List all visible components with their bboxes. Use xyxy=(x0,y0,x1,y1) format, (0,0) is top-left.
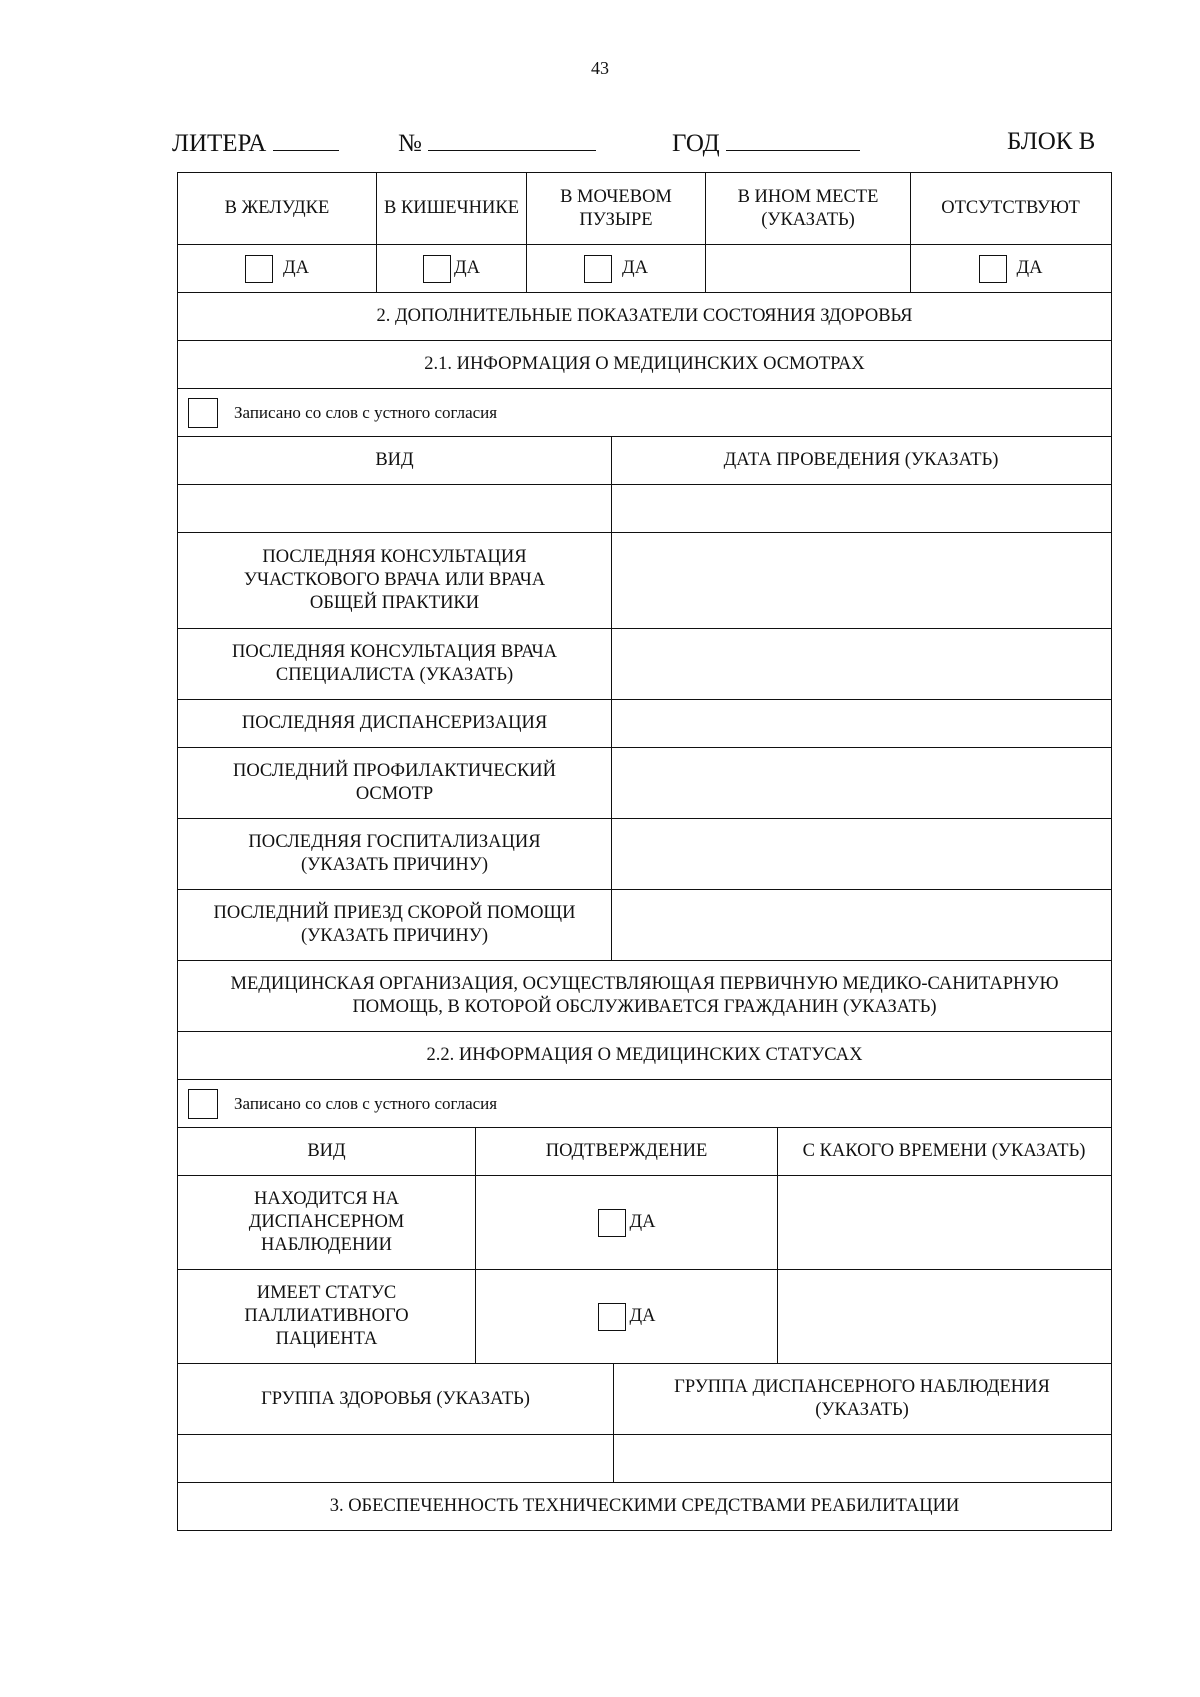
org-row[interactable] xyxy=(178,960,1111,1031)
groups-header-row xyxy=(178,1363,1111,1434)
dispensary-group-input[interactable] xyxy=(613,1435,1110,1482)
status-kind: НАХОДИТСЯ НА ДИСПАНСЕРНОМ НАБЛЮДЕНИИ xyxy=(248,1189,405,1255)
block-label: БЛОК В xyxy=(1007,128,1096,155)
table-row xyxy=(178,889,1111,960)
col-kind: ВИД xyxy=(307,1141,346,1161)
checkbox-icon[interactable] xyxy=(598,1209,626,1237)
col-other-place: В ИНОМ МЕСТЕ (УКАЗАТЬ) xyxy=(705,173,910,244)
number-blank[interactable] xyxy=(428,128,596,151)
palliative-yes[interactable] xyxy=(475,1270,777,1363)
exam-kind: ПОСЛЕДНЯЯ КОНСУЛЬТАЦИЯ ВРАЧА СПЕЦИАЛИСТА (УКАЗАТЬ) xyxy=(231,642,558,685)
medical-organization-label: МЕДИЦИНСКАЯ ОРГАНИЗАЦИЯ, ОСУЩЕСТВЛЯЮЩАЯ ПЕРВИЧНУЮ МЕДИКО-САНИТАРНУЮ ПОМОЩЬ, В КОТОРОЙ ОБСЛУЖИВАЕТСЯ ГРАЖДАНИН (УКАЗАТЬ) xyxy=(230,974,1059,1017)
status-header-row xyxy=(178,1127,1111,1175)
year-label: ГОД xyxy=(672,130,720,157)
dispensary-group-label: ГРУППА ДИСПАНСЕРНОГО НАБЛЮДЕНИЯ (УКАЗАТЬ) xyxy=(613,1364,1110,1434)
yes-label: ДА xyxy=(454,258,480,278)
yes-label: ДА xyxy=(283,258,309,278)
col-date: ДАТА ПРОВЕДЕНИЯ (УКАЗАТЬ) xyxy=(611,437,1110,484)
section2-title-row xyxy=(178,292,1111,340)
exam-date-input[interactable] xyxy=(611,629,1110,699)
consent-label: Записано со слов с устного согласия xyxy=(234,1094,498,1113)
exam-kind: ПОСЛЕДНИЙ ПРОФИЛАКТИЧЕСКИЙ ОСМОТР xyxy=(232,761,557,804)
yes-label: ДА xyxy=(622,258,648,278)
col-absent: ОТСУТСТВУЮТ xyxy=(910,173,1110,244)
health-group-label: ГРУППА ЗДОРОВЬЯ (УКАЗАТЬ) xyxy=(261,1388,530,1409)
col-kind: ВИД xyxy=(375,450,414,470)
exam-date-input[interactable] xyxy=(611,890,1110,960)
col-stomach: В ЖЕЛУДКЕ xyxy=(224,198,330,218)
section2-title: 2. ДОПОЛНИТЕЛЬНЫЕ ПОКАЗАТЕЛИ СОСТОЯНИЯ ЗДОРОВЬЯ xyxy=(376,306,913,326)
checkbox-icon[interactable] xyxy=(188,1089,218,1119)
health-group-input[interactable] xyxy=(178,1435,613,1482)
exam-date-input[interactable] xyxy=(611,748,1110,818)
section22-consent-row[interactable] xyxy=(178,1079,1111,1127)
litera-field[interactable] xyxy=(172,128,339,158)
status-since-input[interactable] xyxy=(777,1176,1110,1269)
status-since-input[interactable] xyxy=(777,1270,1110,1363)
col-since: С КАКОГО ВРЕМЕНИ (УКАЗАТЬ) xyxy=(777,1128,1110,1175)
yes-label: ДА xyxy=(629,1212,656,1232)
exams-header-row xyxy=(178,436,1111,484)
location-header-row xyxy=(178,173,1111,244)
section21-title-row xyxy=(178,340,1111,388)
table-row xyxy=(178,628,1111,699)
location-table xyxy=(177,172,1112,1531)
consent-checkbox[interactable] xyxy=(178,389,1111,436)
exam-date-input[interactable] xyxy=(611,700,1110,747)
bladder-yes[interactable] xyxy=(526,245,705,292)
checkbox-icon[interactable] xyxy=(584,255,612,283)
exam-kind: ПОСЛЕДНЯЯ ДИСПАНСЕРИЗАЦИЯ xyxy=(241,713,548,733)
status-kind: ИМЕЕТ СТАТУС ПАЛЛИАТИВНОГО ПАЦИЕНТА xyxy=(244,1283,409,1349)
section3-title-row xyxy=(178,1482,1111,1530)
section22-title: 2.2. ИНФОРМАЦИЯ О МЕДИЦИНСКИХ СТАТУСАХ xyxy=(426,1045,863,1065)
col-confirm: ПОДТВЕРЖДЕНИЕ xyxy=(475,1128,777,1175)
absent-yes[interactable] xyxy=(910,245,1110,292)
table-row xyxy=(178,699,1111,747)
section3-title: 3. ОБЕСПЕЧЕННОСТЬ ТЕХНИЧЕСКИМИ СРЕДСТВАМИ РЕАБИЛИТАЦИИ xyxy=(329,1496,960,1516)
section21-title: 2.1. ИНФОРМАЦИЯ О МЕДИЦИНСКИХ ОСМОТРАХ xyxy=(424,354,865,374)
checkbox-icon[interactable] xyxy=(598,1303,626,1331)
litera-blank[interactable] xyxy=(273,128,339,151)
section21-consent-row[interactable] xyxy=(178,388,1111,436)
table-row xyxy=(178,818,1111,889)
number-label: № xyxy=(398,130,422,157)
intestine-yes[interactable] xyxy=(376,245,526,292)
table-row xyxy=(178,1175,1111,1269)
year-field[interactable] xyxy=(672,128,860,158)
table-row xyxy=(178,1269,1111,1363)
exam-kind: ПОСЛЕДНЯЯ КОНСУЛЬТАЦИЯ УЧАСТКОВОГО ВРАЧА ИЛИ ВРАЧА ОБЩЕЙ ПРАКТИКИ xyxy=(243,547,546,613)
litera-label: ЛИТЕРА xyxy=(172,130,267,157)
table-row xyxy=(178,532,1111,628)
number-field[interactable] xyxy=(398,128,596,158)
table-row xyxy=(178,747,1111,818)
year-blank[interactable] xyxy=(726,128,860,151)
col-intestine: В КИШЕЧНИКЕ xyxy=(376,173,526,244)
other-place-input[interactable] xyxy=(705,245,910,292)
checkbox-icon[interactable] xyxy=(188,398,218,428)
stomach-yes[interactable] xyxy=(178,245,376,292)
page-number: 43 xyxy=(591,58,609,78)
checkbox-icon[interactable] xyxy=(245,255,273,283)
consent-checkbox[interactable] xyxy=(178,1080,1111,1127)
exam-kind: ПОСЛЕДНИЙ ПРИЕЗД СКОРОЙ ПОМОЩИ (УКАЗАТЬ ПРИЧИНУ) xyxy=(213,903,576,946)
exam-kind-input[interactable] xyxy=(178,485,611,532)
exam-kind: ПОСЛЕДНЯЯ ГОСПИТАЛИЗАЦИЯ (УКАЗАТЬ ПРИЧИНУ) xyxy=(248,832,541,875)
location-answer-row xyxy=(178,244,1111,292)
groups-input-row xyxy=(178,1434,1111,1482)
exam-date-input[interactable] xyxy=(611,533,1110,628)
exam-date-input[interactable] xyxy=(611,485,1110,532)
consent-label: Записано со слов с устного согласия xyxy=(234,403,498,422)
exam-date-input[interactable] xyxy=(611,819,1110,889)
col-bladder: В МОЧЕВОМ ПУЗЫРЕ xyxy=(526,173,705,244)
yes-label: ДА xyxy=(1016,258,1043,278)
checkbox-icon[interactable] xyxy=(979,255,1007,283)
checkbox-icon[interactable] xyxy=(423,255,451,283)
section22-title-row xyxy=(178,1031,1111,1079)
dispensary-yes[interactable] xyxy=(475,1176,777,1269)
yes-label: ДА xyxy=(629,1306,656,1326)
exams-empty-row xyxy=(178,484,1111,532)
